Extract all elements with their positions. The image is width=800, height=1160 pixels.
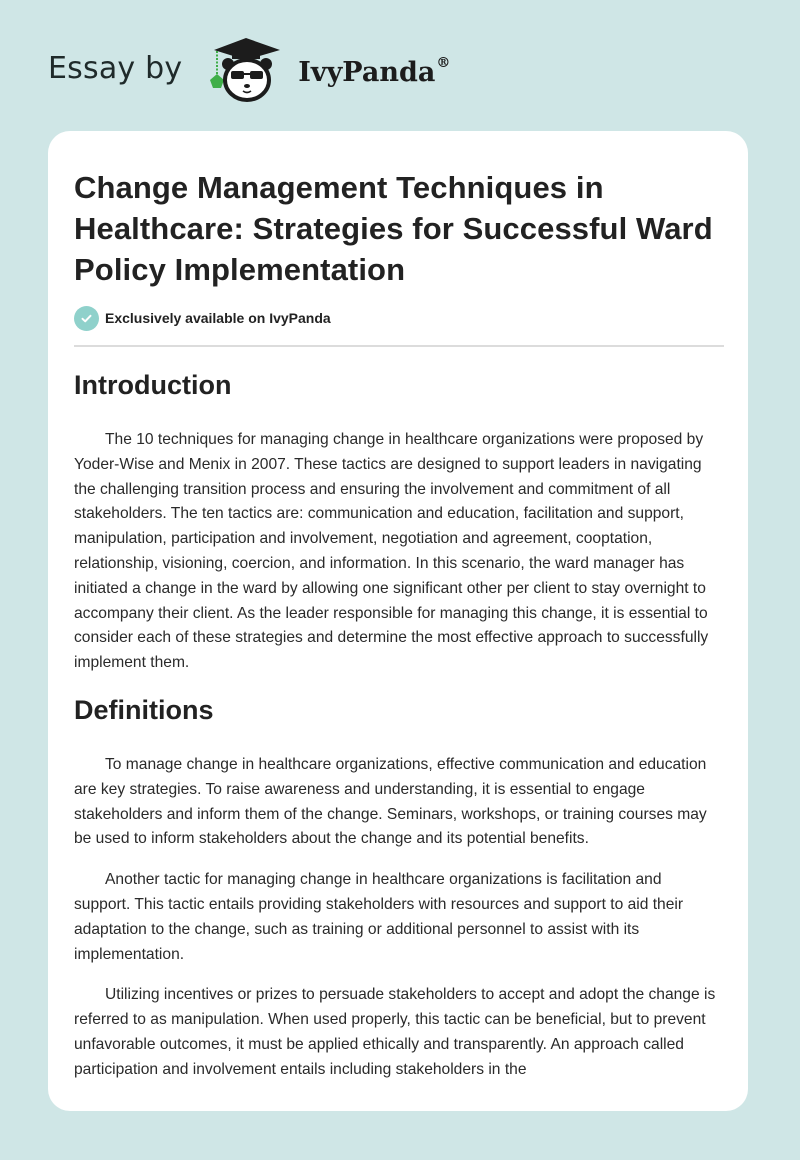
- panda-graduate-logo-icon[interactable]: [200, 36, 290, 106]
- divider: [74, 345, 724, 347]
- paragraph: Another tactic for managing change in healthcare organizations is facilitation and support. This tactic entails providing stakeholders with resources and support to aid their adaptation to the change, such as training or additional personnel to assist with its implementation.: [74, 871, 684, 963]
- paragraph: Utilizing incentives or prizes to persuade stakeholders to accept and adopt the change is referred to as manipulation. When used properly, this tactic can be beneficial, but to prevent unfavorable outcomes, it must be applied ethically and transparently. An approach called participation and involvement entails including stakeholders in the: [74, 986, 716, 1078]
- brand-name[interactable]: [298, 54, 451, 88]
- paragraph: The 10 techniques for managing change in healthcare organizations were proposed by Yoder-Wise and Menix in 2007. These tactics are designed to support leaders in navigating the challenging transition process and ensuring the involvement and commitment of all stakeholders. The ten tactics are: communication and education, facilitation and support, manipulation, participation and involvement, negotiation and agreement, cooptation, relationship, visioning, coercion, and information. In this scenario, the ward manager has initiated a change in the ward by allowing one significant other per client to stay overnight to accompany their client. As the leader responsible for managing this change, it is essential to consider each of these strategies and determine the most effective approach to successfully implement them.: [74, 431, 709, 672]
- page-title: Change Management Techniques in Healthcare: Strategies for Successful Ward Policy Implementation: [74, 170, 713, 287]
- registered-mark: ®: [436, 54, 451, 71]
- brand-header: [48, 36, 450, 106]
- brand-name-text: IvyPanda: [298, 56, 436, 88]
- exclusive-badge: [74, 305, 722, 331]
- check-circle-icon: [74, 306, 99, 331]
- exclusive-label: Exclusively available on IvyPanda: [105, 310, 331, 326]
- essay-card: [48, 131, 748, 1111]
- section-heading-introduction: Introduction: [74, 370, 232, 400]
- brand-prefix: Essay by: [48, 50, 183, 86]
- section-heading-definitions: Definitions: [74, 694, 214, 725]
- paragraph: To manage change in healthcare organizations, effective communication and education are key strategies. To raise awareness and understanding, it is essential to engage stakeholders and inform them of the change. Seminars, workshops, or training courses may be used to inform stakeholders about the change and its potential benefits.: [74, 755, 707, 848]
